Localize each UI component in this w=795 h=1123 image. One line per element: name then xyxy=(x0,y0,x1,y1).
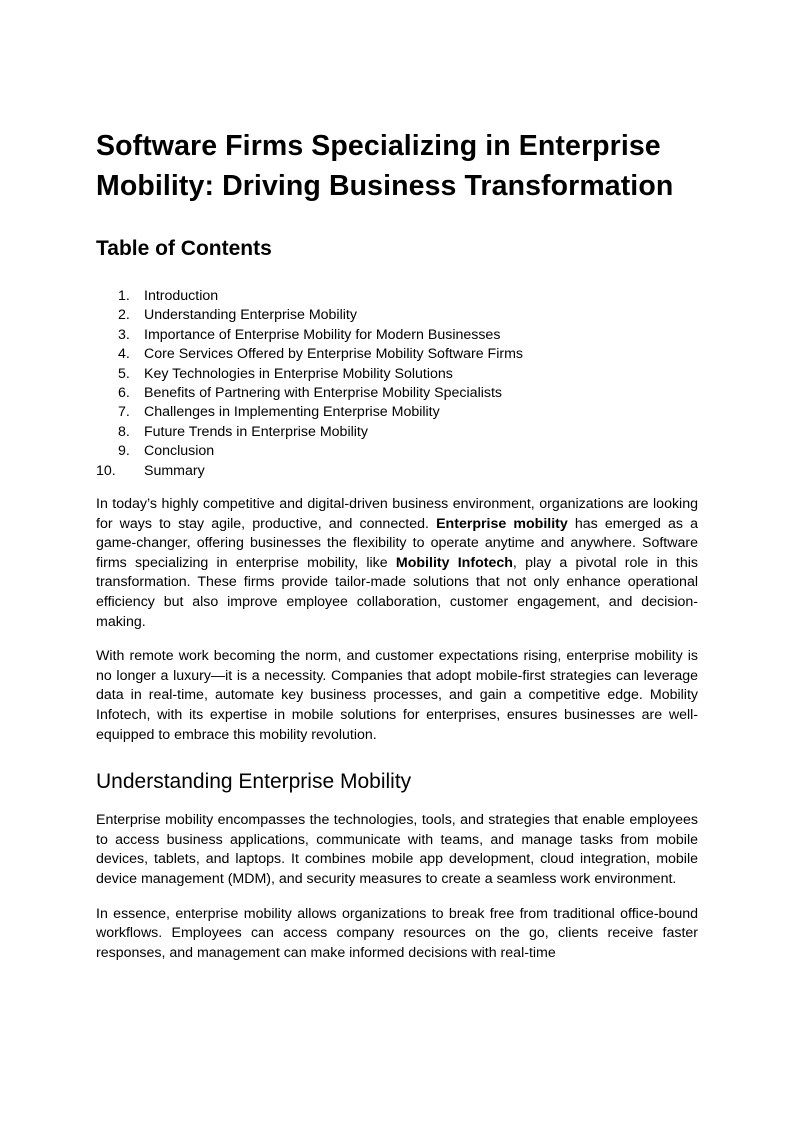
intro-text: In today’s highly competitive and digital-driven business environment, organizations are looking for ways to stay agile, productive, and connected. xyxy=(96,496,698,532)
intro-text: , play a pivotal role in this transformation. These firms provide tailor-made solutions that not only enhance operational efficiency but also improve employee collaboration, customer engagement, and decision-making. xyxy=(96,554,698,630)
toc-item-number: 10. xyxy=(96,462,116,479)
toc-item-label: Future Trends in Enterprise Mobility xyxy=(144,423,368,440)
toc-item-number: 9. xyxy=(118,443,130,460)
document-title: Software Firms Specializing in Enterprise Mobility: Driving Business Transformation xyxy=(96,130,674,202)
toc-item-label: Core Services Offered by Enterprise Mobility Software Firms xyxy=(144,346,523,363)
toc-item xyxy=(96,326,698,345)
document-page xyxy=(96,126,698,963)
toc-item-number: 4. xyxy=(118,346,130,363)
toc-item xyxy=(96,306,698,325)
bold-term-enterprise-mobility: Enterprise mobility xyxy=(436,515,568,532)
toc-item xyxy=(96,384,698,403)
intro-paragraph-2: With remote work becoming the norm, and customer expectations rising, enterprise mobility is no longer a luxury—it is a necessity. Companies that adopt mobile-first strategies can leverage data in real-time, automate key business processes, and gain a competitive edge. Mobility Infotech, with its expertise in mobile solutions for enterprises, ensures businesses are well-equipped to embrace this mobility revolution. xyxy=(96,648,698,743)
toc-item-label: Benefits of Partnering with Enterprise Mobility Specialists xyxy=(144,385,502,402)
toc-item-number: 1. xyxy=(118,288,130,304)
toc-heading: Table of Contents xyxy=(96,237,272,260)
section-heading-understanding: Understanding Enterprise Mobility xyxy=(96,770,412,794)
toc-item xyxy=(96,287,698,306)
toc-item-label: Challenges in Implementing Enterprise Mobility xyxy=(144,404,440,421)
toc-item-number: 6. xyxy=(118,385,130,402)
toc-item-label: Key Technologies in Enterprise Mobility Solutions xyxy=(144,365,453,382)
toc-item-number: 5. xyxy=(118,365,130,382)
toc-item-number: 7. xyxy=(118,404,130,421)
toc-item-label: Importance of Enterprise Mobility for Modern Businesses xyxy=(144,326,501,343)
toc-item xyxy=(96,403,698,422)
toc-item-label: Conclusion xyxy=(144,443,215,460)
toc-item xyxy=(96,345,698,364)
table-of-contents xyxy=(96,287,698,481)
toc-item xyxy=(96,423,698,442)
section-paragraph: Enterprise mobility encompasses the technologies, tools, and strategies that enable employees to access business applications, communicate with teams, and manage tasks from mobile devices, tablets, and laptops. It combines mobile app development, cloud integration, mobile device management (MDM), and security measures to create a seamless work environment. xyxy=(96,812,698,887)
bold-term-mobility-infotech: Mobility Infotech xyxy=(395,554,513,571)
toc-item xyxy=(96,442,698,461)
toc-item-label: Introduction xyxy=(144,288,219,304)
toc-item-label: Summary xyxy=(144,462,205,479)
toc-item-number: 2. xyxy=(118,307,130,324)
section-paragraph: In essence, enterprise mobility allows organizations to break free from traditional office-bound workflows. Employees can access company resources on the go, clients receive faster responses, and management can make informed decisions with real-time xyxy=(96,905,698,961)
intro-paragraph xyxy=(96,495,698,632)
intro-text: has emerged as a game-changer, offering businesses the flexibility to operate anytime and anywhere. Software firms specializing in enterprise mobility, like xyxy=(96,515,698,571)
toc-item-number: 3. xyxy=(118,326,130,343)
toc-item-number: 8. xyxy=(118,423,130,440)
toc-item xyxy=(96,462,698,481)
toc-item-label: Understanding Enterprise Mobility xyxy=(144,307,357,324)
toc-item xyxy=(96,365,698,384)
